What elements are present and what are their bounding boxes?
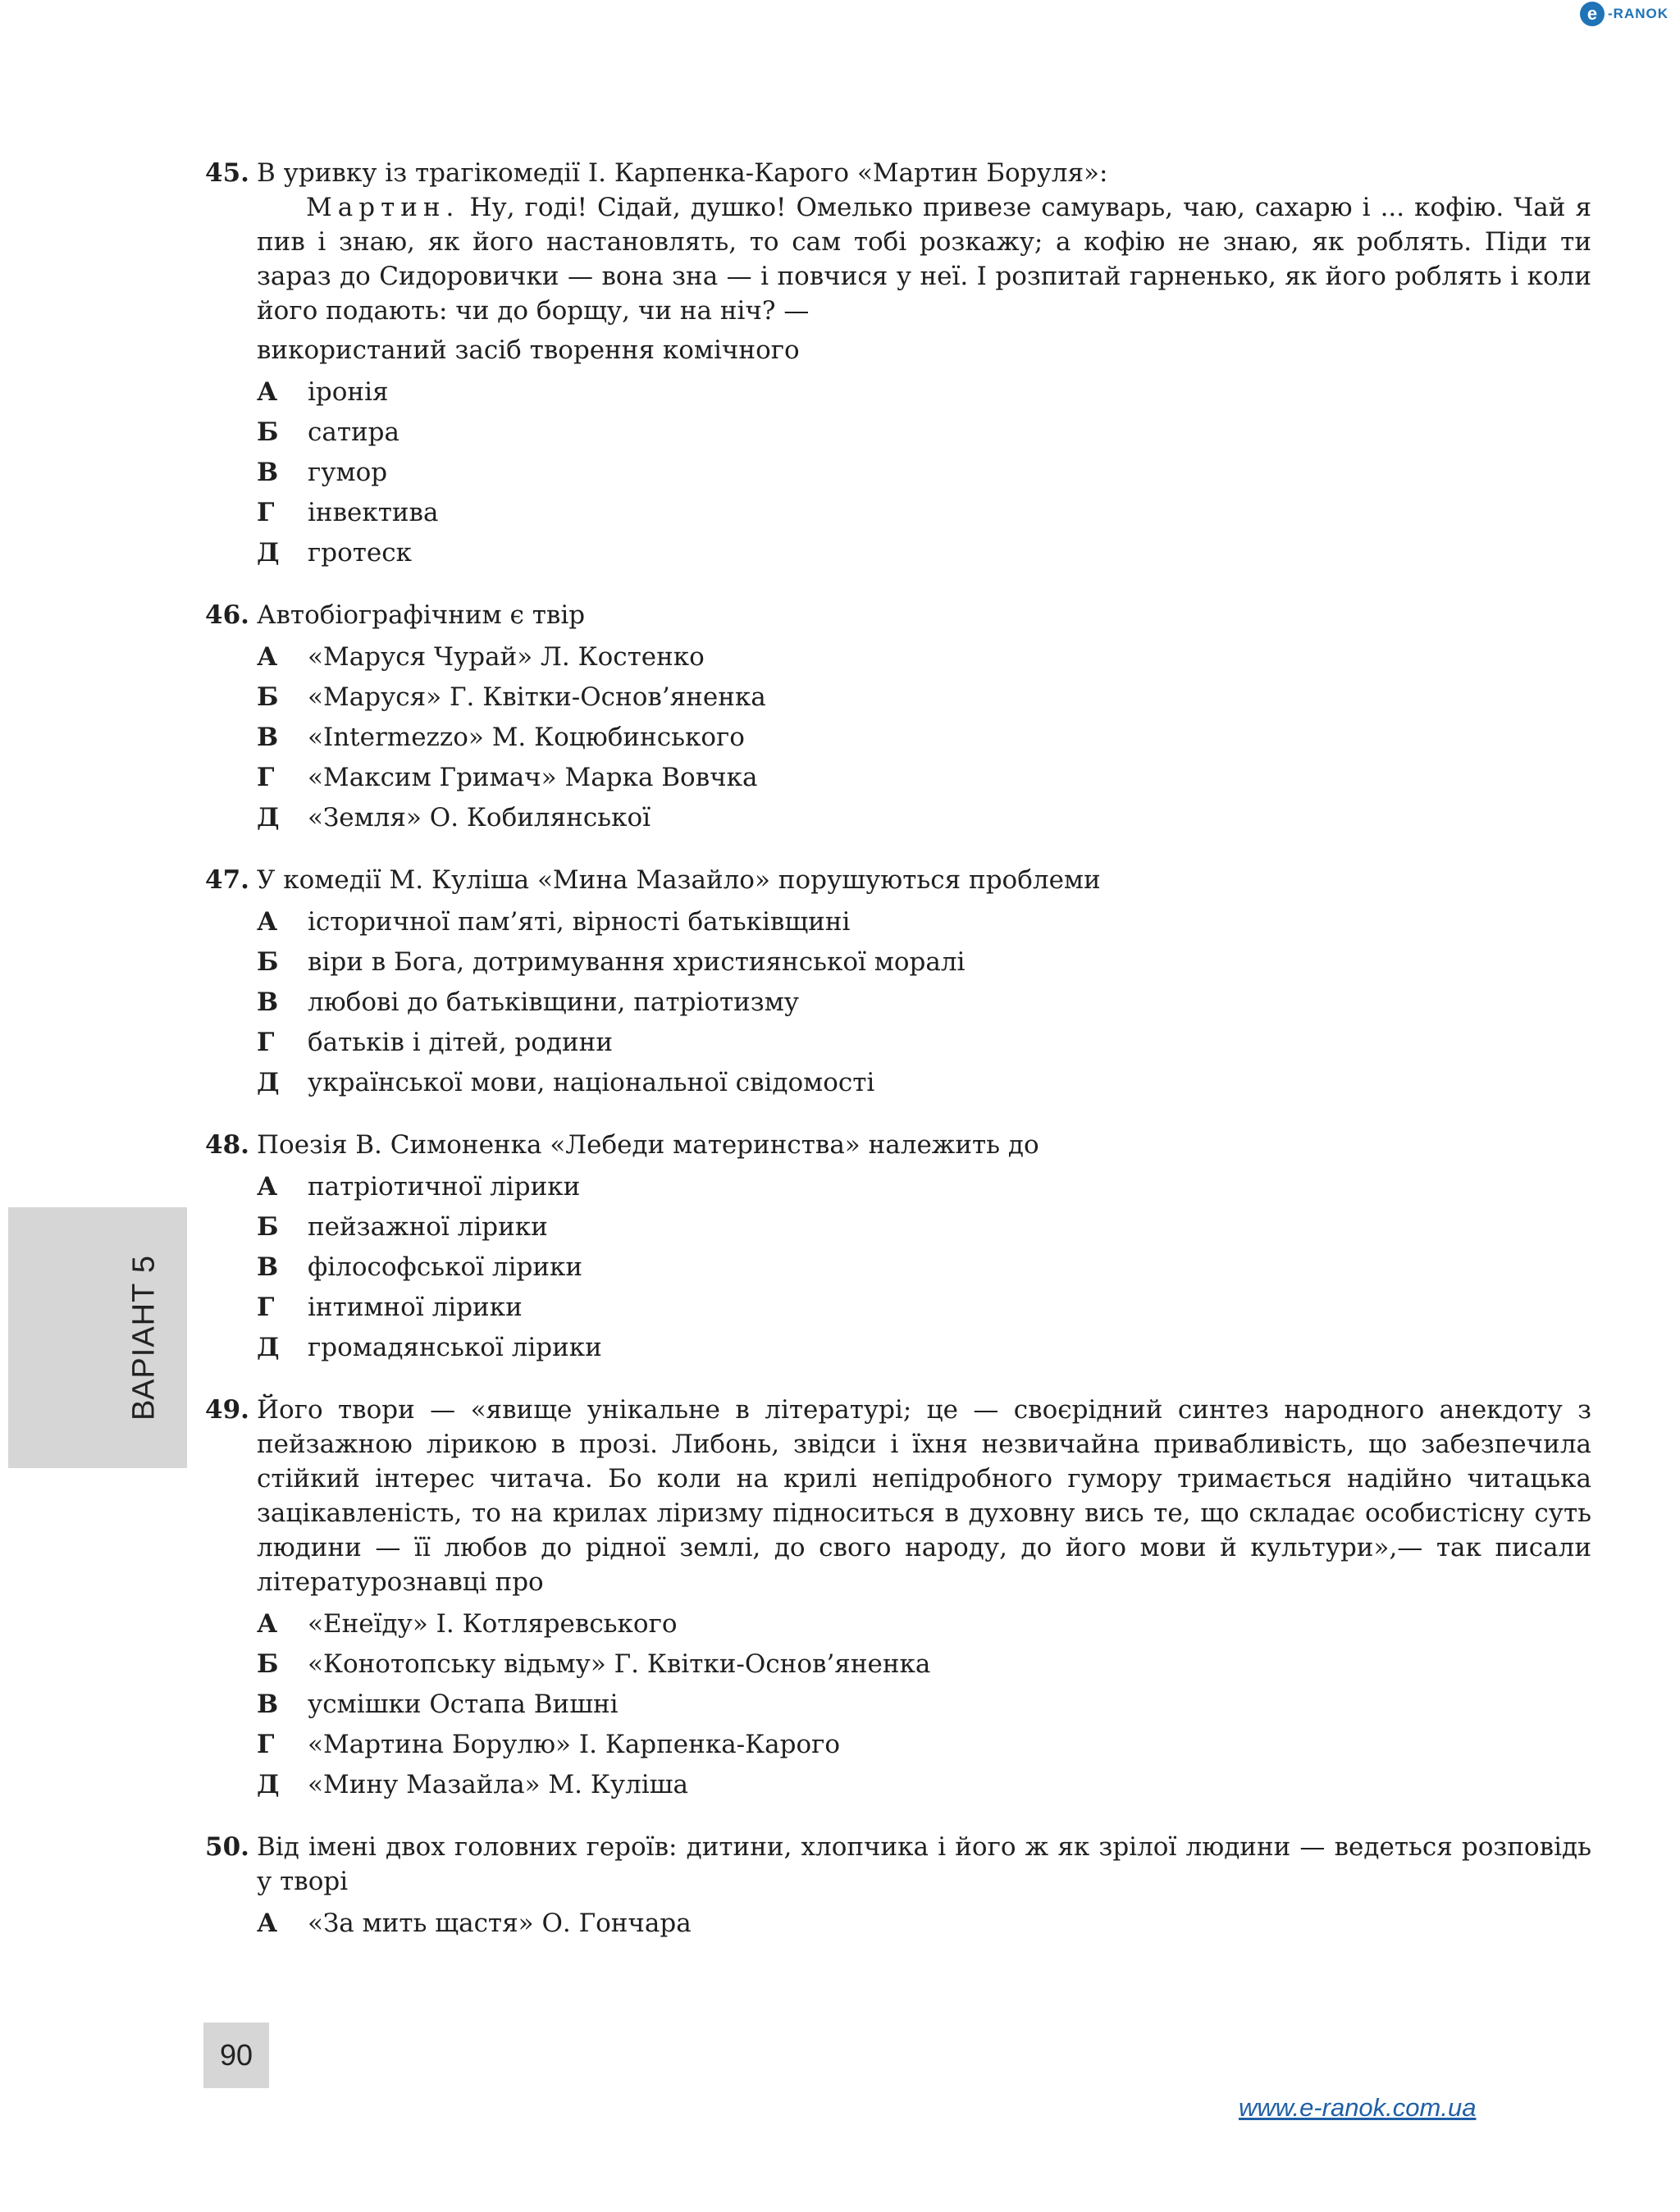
option-text: «Маруся Чурай» Л. Костенко (308, 642, 705, 672)
option-d[interactable] (257, 1328, 1591, 1368)
answer-options (205, 637, 1591, 838)
option-v[interactable] (257, 983, 1591, 1023)
question-number: 46. (205, 600, 249, 630)
option-text: історичної пам’яті, вірності батьківщині (308, 907, 851, 937)
option-letter: Б (257, 417, 279, 447)
option-letter: В (257, 1252, 279, 1282)
option-v[interactable] (257, 453, 1591, 493)
option-text: «Земля» О. Кобилянської (308, 803, 651, 832)
question-tail: використаний засіб творення комічного (257, 335, 800, 365)
option-a[interactable] (257, 1604, 1591, 1644)
question-text: В уривку із трагікомедії І. Карпенка-Карого «Мартин Боруля»: (257, 158, 1108, 188)
question-text: Поезія В. Симоненка «Лебеди материнства» належить до (257, 1130, 1039, 1160)
option-letter: Г (257, 1293, 275, 1322)
option-v[interactable] (257, 1685, 1591, 1725)
option-text: «Мартина Борулю» І. Карпенка-Карого (308, 1730, 841, 1759)
option-a[interactable] (257, 902, 1591, 942)
option-a[interactable] (257, 637, 1591, 677)
question-text: У комедії М. Куліша «Мина Мазайло» порушуються проблеми (257, 865, 1101, 895)
option-letter: Д (257, 1068, 280, 1097)
option-d[interactable] (257, 1765, 1591, 1805)
option-letter: В (257, 723, 279, 752)
logo-text: -RANOK (1608, 6, 1669, 21)
option-text: усмішки Остапа Вишні (308, 1690, 619, 1719)
option-v[interactable] (257, 718, 1591, 758)
option-letter: В (257, 1690, 279, 1719)
option-letter: А (257, 1609, 278, 1639)
quote (205, 190, 1591, 328)
answer-options (205, 1604, 1591, 1805)
answer-options (205, 1167, 1591, 1368)
questions-content (205, 156, 1591, 1968)
option-letter: А (257, 377, 278, 407)
variant-label: ВАРІАНТ 5 (126, 1254, 162, 1421)
question-number: 49. (205, 1395, 249, 1425)
option-text: «Мину Мазайла» М. Куліша (308, 1770, 688, 1799)
option-letter: Г (257, 1730, 275, 1759)
question-48 (205, 1128, 1591, 1368)
option-g[interactable] (257, 758, 1591, 798)
option-text: іронія (308, 377, 389, 407)
option-letter: А (257, 642, 278, 672)
option-letter: В (257, 458, 279, 487)
option-text: віри в Бога, дотримування християнської моралі (308, 947, 966, 977)
option-letter: А (257, 907, 278, 937)
option-letter: Б (257, 947, 279, 977)
question-text: Від імені двох головних героїв: дитини, хлопчика і його ж як зрілої людини — ведеться розповідь у творі (257, 1832, 1591, 1896)
quote-text: Ну, годі! Сідай, душко! Омелько привезе самуварь, чаю, сахарю і ... кофію. Чай я пив і знаю, як його настановлять, то сам тобі розкажу; а кофію не знаю, як роблять. Піди ти зараз до Сидоровички — вона зна — і повчися у неї. І розпитай гарненько, як його роблять і коли його подають: чи до борщу, чи на ніч? — (257, 193, 1592, 326)
option-letter: Г (257, 763, 275, 792)
option-v[interactable] (257, 1247, 1591, 1288)
option-letter: Г (257, 498, 275, 527)
option-letter: Б (257, 1649, 279, 1679)
option-text: «Intermezzo» М. Коцюбинського (308, 723, 745, 752)
option-text: інтимної лірики (308, 1293, 523, 1322)
option-g[interactable] (257, 1023, 1591, 1063)
question-text: Його твори — «явище унікальне в літературі; це — своєрідний синтез народного анекдоту з пейзажною лірикою в прозі. Либонь, звідси і їхня незвичайна привабливість, що забезпечила стійкий інтерес читача. Бо коли на крилі непідробного гумору тримається надійно читацька зацікавленість, то на крилах ліризму підноситься в духовну вись те, що складає особистісну суть людини — її любов до рідної землі, до свого народу, до його мови й культури»,— так писали літературознавці про (257, 1395, 1591, 1597)
option-letter: Д (257, 1333, 280, 1362)
option-letter: Б (257, 1212, 279, 1242)
option-letter: Д (257, 803, 280, 832)
option-a[interactable] (257, 372, 1591, 413)
option-b[interactable] (257, 413, 1591, 453)
option-g[interactable] (257, 493, 1591, 533)
option-letter: А (257, 1909, 278, 1938)
option-text: української мови, національної свідомості (308, 1068, 875, 1097)
question-46 (205, 598, 1591, 838)
option-d[interactable] (257, 533, 1591, 573)
option-a[interactable] (257, 1904, 1591, 1944)
option-d[interactable] (257, 798, 1591, 838)
option-g[interactable] (257, 1288, 1591, 1328)
option-text: «Маруся» Г. Квітки-Основ’яненка (308, 682, 766, 712)
option-b[interactable] (257, 1644, 1591, 1685)
option-text: гротеск (308, 538, 412, 568)
option-text: пейзажної лірики (308, 1212, 548, 1242)
option-letter: В (257, 987, 279, 1017)
option-text: гумор (308, 458, 388, 487)
question-number: 45. (205, 158, 249, 188)
question-45 (205, 156, 1591, 573)
option-letter: Д (257, 538, 280, 568)
question-50 (205, 1830, 1591, 1944)
footer-link[interactable]: www.e-ranok.com.ua (1239, 2093, 1477, 2122)
option-b[interactable] (257, 677, 1591, 718)
answer-options (205, 1904, 1591, 1944)
variant-side-tab (8, 1207, 187, 1468)
option-text: інвектива (308, 498, 439, 527)
question-text: Автобіографічним є твір (257, 600, 586, 630)
option-letter: А (257, 1172, 278, 1202)
option-text: «За мить щастя» О. Гончара (308, 1909, 692, 1938)
option-g[interactable] (257, 1725, 1591, 1765)
question-number: 47. (205, 865, 249, 895)
option-letter: Д (257, 1770, 280, 1799)
e-ranok-logo (1580, 2, 1669, 26)
answer-options (205, 372, 1591, 573)
option-text: любові до батьківщини, патріотизму (308, 987, 800, 1017)
question-number: 50. (205, 1832, 249, 1862)
option-text: патріотичної лірики (308, 1172, 581, 1202)
question-49 (205, 1393, 1591, 1805)
option-b[interactable] (257, 942, 1591, 983)
logo-icon: e (1580, 2, 1605, 26)
option-b[interactable] (257, 1207, 1591, 1247)
option-text: громадянської лірики (308, 1333, 602, 1362)
option-text: філософської лірики (308, 1252, 583, 1282)
answer-options (205, 902, 1591, 1103)
quote-speaker: Мартин. (306, 193, 460, 222)
option-letter: Б (257, 682, 279, 712)
option-text: сатира (308, 417, 399, 447)
option-text: батьків і дітей, родини (308, 1028, 613, 1057)
question-number: 48. (205, 1130, 249, 1160)
page-number: 90 (203, 2023, 269, 2088)
option-d[interactable] (257, 1063, 1591, 1103)
option-text: «Максим Гримач» Марка Вовчка (308, 763, 758, 792)
question-47 (205, 863, 1591, 1103)
option-text: «Конотопську відьму» Г. Квітки-Основ’яненка (308, 1649, 931, 1679)
option-letter: Г (257, 1028, 275, 1057)
option-a[interactable] (257, 1167, 1591, 1207)
option-text: «Енеїду» І. Котляревського (308, 1609, 678, 1639)
